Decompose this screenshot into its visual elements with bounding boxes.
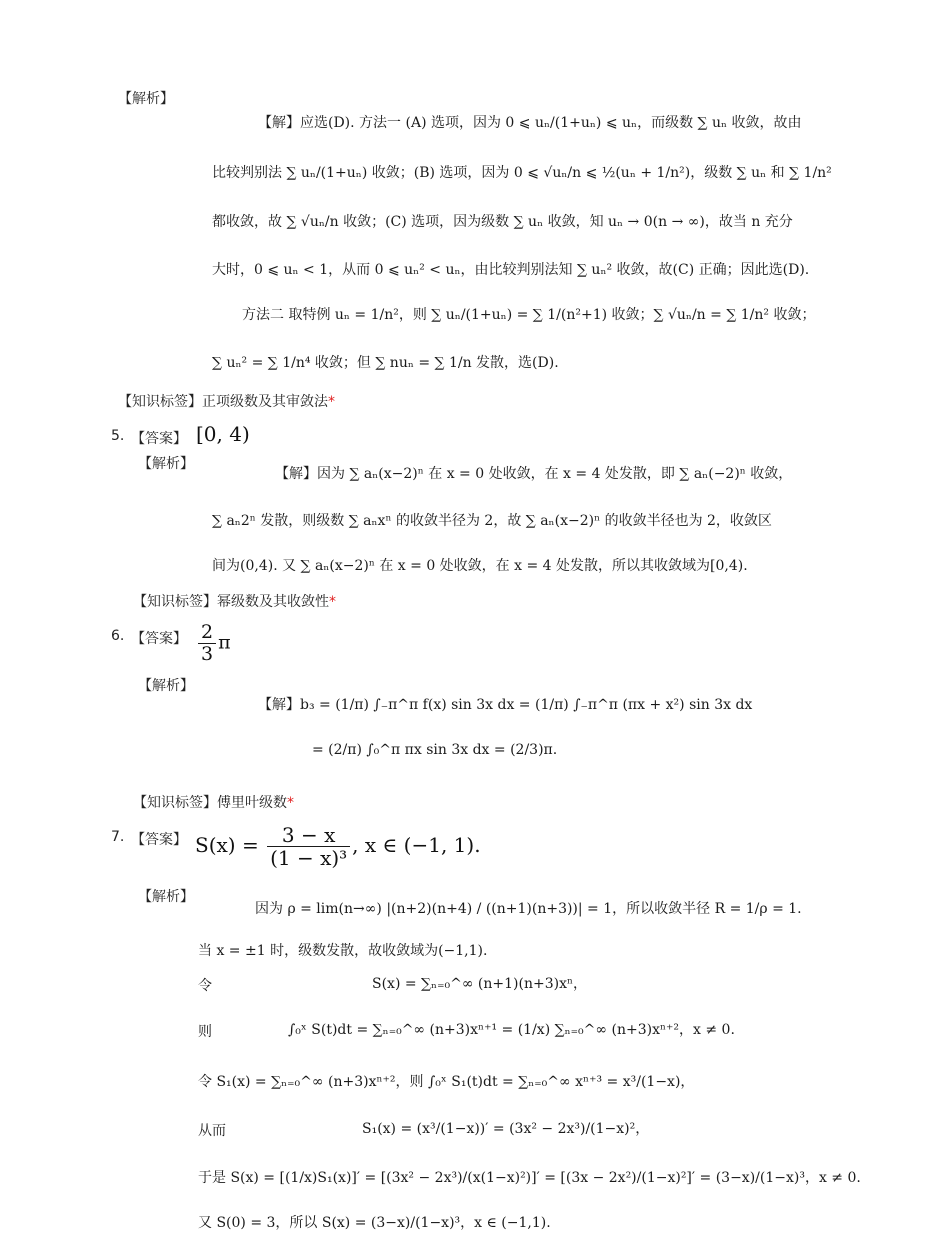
question-number-7: 7. [111, 829, 125, 845]
q7-line-1: 因为 ρ = lim(n→∞) |(n+2)(n+4) / ((n+1)(n+3))| = 1，所以收敛半径 R = 1/ρ = 1. [255, 901, 802, 917]
q7-line-3-label: 令 [198, 978, 212, 994]
sec4-line-5: 方法二 取特例 uₙ = 1/n²，则 ∑ uₙ/(1+uₙ) = ∑ 1/(n²+1) 收敛；∑ √uₙ/n = ∑ 1/n² 收敛； [242, 307, 816, 323]
answer-tail: , x ∈ (−1, 1). [352, 833, 481, 857]
q5-line-3: 间为(0,4). 又 ∑ aₙ(x−2)ⁿ 在 x = 0 处收敛，在 x = 4 处发散，所以其收敛域为[0,4). [212, 558, 748, 574]
sec4-line-6: ∑ uₙ² = ∑ 1/n⁴ 收敛；但 ∑ nuₙ = ∑ 1/n 发散，选(D). [212, 355, 559, 371]
q7-line-8: 又 S(0) = 3，所以 S(x) = (3−x)/(1−x)³，x ∈ (−1,1). [198, 1215, 551, 1231]
question-number-6: 6. [111, 628, 125, 644]
answer-7 [195, 824, 481, 869]
answer-label-6: 【答案】 [131, 631, 187, 647]
sec4-line-4: 大时，0 ⩽ uₙ < 1，从而 0 ⩽ uₙ² < uₙ，由比较判别法知 ∑ uₙ² 收敛，故(C) 正确；因此选(D). [212, 262, 810, 278]
answer-tail: π [218, 631, 231, 654]
knowledge-tag-6 [133, 792, 294, 812]
answer-label-5: 【答案】 [131, 431, 187, 447]
tag-label: 【知识标签】 [133, 795, 217, 811]
fraction-numerator: 3 − x [267, 824, 350, 847]
answer-label-7: 【答案】 [131, 832, 187, 848]
q5-line-2: ∑ aₙ2ⁿ 发散，则级数 ∑ aₙxⁿ 的收敛半径为 2，故 ∑ aₙ(x−2)ⁿ 的收敛半径也为 2，收敛区 [212, 513, 772, 529]
answer-6 [196, 622, 231, 665]
answer-5: [0, 4) [196, 422, 250, 446]
fraction-numerator: 2 [198, 622, 216, 644]
knowledge-tag-5 [133, 591, 336, 611]
fraction-denominator: (1 − x)³ [270, 846, 348, 870]
tag-text: 幂级数及其收敛性 [217, 594, 329, 610]
answer-lhs: S(x) = [195, 833, 259, 857]
analysis-label-4: 【解析】 [118, 91, 174, 107]
q7-line-6: S₁(x) = (x³/(1−x))′ = (3x² − 2x³)/(1−x)²， [362, 1121, 650, 1137]
q7-line-4-label: 则 [198, 1024, 212, 1040]
q7-line-3: S(x) = ∑ₙ₌₀^∞ (n+1)(n+3)xⁿ， [372, 976, 588, 992]
star-mark: * [328, 394, 335, 410]
star-mark: * [287, 795, 294, 811]
q6-line-1: 【解】b₃ = (1/π) ∫₋π^π f(x) sin 3x dx = (1/π) ∫₋π^π (πx + x²) sin 3x dx [258, 697, 753, 713]
answer-fraction [267, 824, 350, 869]
sec4-line-3: 都收敛，故 ∑ √uₙ/n 收敛；(C) 选项，因为级数 ∑ uₙ 收敛，知 uₙ → 0(n → ∞)，故当 n 充分 [212, 214, 793, 230]
analysis-label-5: 【解析】 [138, 456, 194, 472]
tag-text: 傅里叶级数 [217, 795, 287, 811]
tag-label: 【知识标签】 [118, 394, 202, 410]
knowledge-tag-4 [118, 391, 335, 411]
q7-line-7: 于是 S(x) = [(1/x)S₁(x)]′ = [(3x² − 2x³)/(x(1−x)²)]′ = [(3x − 2x²)/(1−x)²]′ = (3−x)/(1−x)³，x ≠ 0. [198, 1170, 861, 1186]
star-mark: * [329, 594, 336, 610]
q7-line-4: ∫₀ˣ S(t)dt = ∑ₙ₌₀^∞ (n+3)xⁿ⁺¹ = (1/x) ∑ₙ₌₀^∞ (n+3)xⁿ⁺²，x ≠ 0. [288, 1022, 735, 1038]
q6-line-2: = (2/π) ∫₀^π πx sin 3x dx = (2/3)π. [312, 742, 558, 758]
answer-fraction [198, 622, 216, 665]
q7-line-2: 当 x = ±1 时，级数发散，故收敛域为(−1,1). [198, 943, 488, 959]
sec4-line-2: 比较判别法 ∑ uₙ/(1+uₙ) 收敛；(B) 选项，因为 0 ⩽ √uₙ/n ⩽ ½(uₙ + 1/n²)，级数 ∑ uₙ 和 ∑ 1/n² [212, 165, 832, 181]
question-number-5: 5. [111, 428, 125, 444]
analysis-label-6: 【解析】 [138, 678, 194, 694]
analysis-label-7: 【解析】 [138, 889, 194, 905]
tag-label: 【知识标签】 [133, 594, 217, 610]
q5-line-1: 【解】因为 ∑ aₙ(x−2)ⁿ 在 x = 0 处收敛，在 x = 4 处发散，即 ∑ aₙ(−2)ⁿ 收敛， [275, 466, 793, 482]
fraction-denominator: 3 [201, 642, 214, 665]
sec4-line-1: 【解】应选(D). 方法一 (A) 选项，因为 0 ⩽ uₙ/(1+uₙ) ⩽ uₙ，而级数 ∑ uₙ 收敛，故由 [258, 115, 802, 131]
q7-line-5: 令 S₁(x) = ∑ₙ₌₀^∞ (n+3)xⁿ⁺²，则 ∫₀ˣ S₁(t)dt = ∑ₙ₌₀^∞ xⁿ⁺³ = x³/(1−x)， [198, 1074, 695, 1090]
tag-text: 正项级数及其审敛法 [202, 394, 328, 410]
q7-line-6-label: 从而 [198, 1123, 226, 1139]
